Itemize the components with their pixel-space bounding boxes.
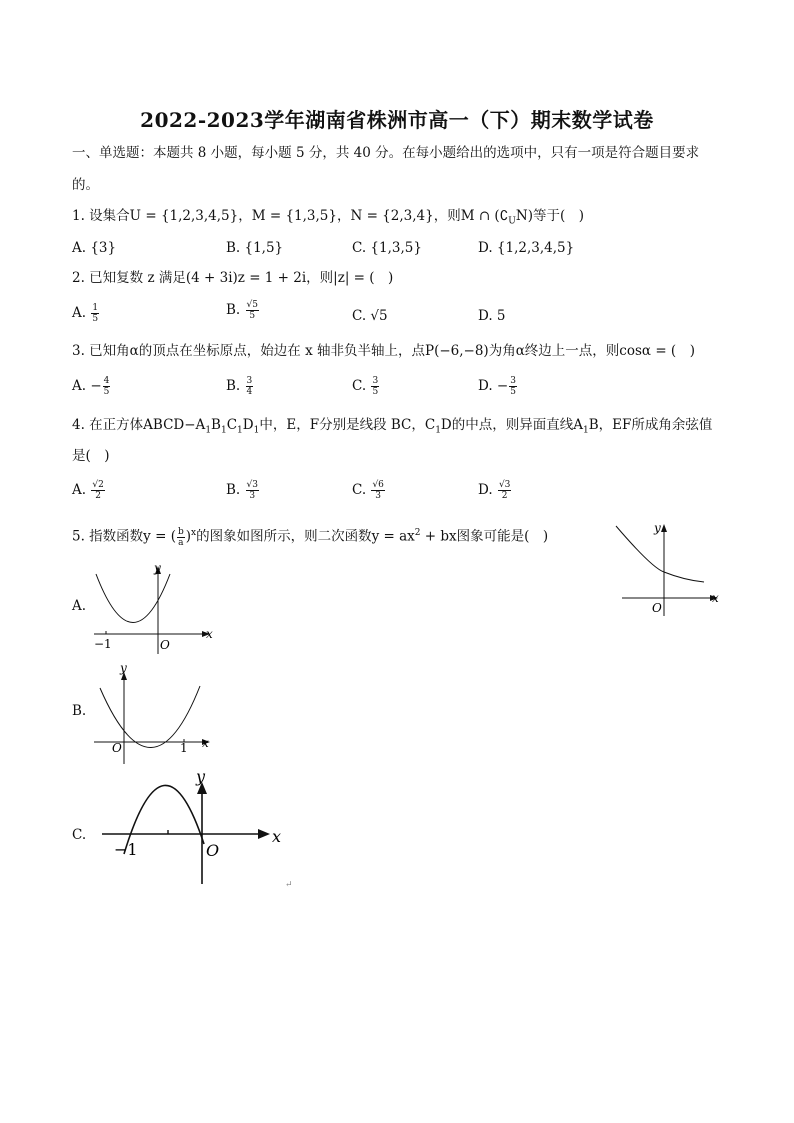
q1-stem-end: N)等于( )	[515, 208, 585, 224]
q4-option-d: D. $\frac{√3}{2}$	[478, 480, 511, 501]
q5-option-a-graph	[88, 556, 218, 656]
fraction: $\frac{4}{5}$	[103, 376, 110, 397]
fraction: $\frac{3}{4}$	[246, 376, 253, 397]
y-label: y	[120, 661, 127, 675]
question-5-stem: 5. 指数函数y = ( $\frac{b}{a}$ )$^x$的图象如图所示，则二次函数$y = ax^2$ + bx图象可能是( )	[72, 526, 549, 548]
origin-label: O	[160, 638, 170, 652]
page-title: 2022-2023学年湖南省株洲市高一（下）期末数学试卷	[140, 108, 654, 132]
q2-option-c: C. √5	[352, 308, 388, 324]
fraction: $\frac{√3}{3}$	[246, 480, 258, 501]
q5-option-c-label: C.	[72, 827, 87, 843]
origin-label: O	[206, 841, 220, 860]
q1-option-a: A. {3}	[72, 240, 117, 256]
question-3-stem: 3. 已知角α的顶点在坐标原点，始边在 x 轴非负半轴上，点P(−6,−8)为角α终边上一点，则cosα = ( )	[72, 343, 695, 359]
q5-option-b-label: B.	[72, 703, 87, 719]
x-label: x	[712, 591, 719, 605]
q3-option-a: A. − $\frac{4}{5}$	[72, 376, 110, 397]
y-label: y	[196, 767, 206, 786]
q2-option-d: D. 5	[478, 308, 506, 324]
q2-option-a: A. $\frac{1}{5}$	[72, 303, 99, 324]
question-4-stem: 4. 在正方体$ABCD-A_1B_1C_1D_1$中，E，F分别是线段 BC，$C_1D$的中点，则异面直线$A_1B$，EF所成角余弦值	[72, 417, 713, 436]
fraction: $\frac{√5}{5}$	[246, 300, 258, 321]
x-label: x	[206, 627, 213, 641]
q4-option-b: B. $\frac{√3}{3}$	[226, 480, 258, 501]
q1-option-d: D. {1,2,3,4,5}	[478, 240, 575, 256]
origin-label: O	[112, 741, 122, 755]
y-axis-arrow	[661, 524, 667, 532]
question-2-stem: 2. 已知复数 z 满足(4 + 3i)z = 1 + 2i，则|z| = ( )	[72, 270, 394, 286]
neg1-label: −1	[114, 840, 138, 859]
x-axis-arrow	[258, 829, 270, 839]
q1-stem-text: 1. 设集合U = {1,2,3,4,5}，M = {1,3,5}，N = {2,3,4}，则M ∩ (∁	[72, 208, 509, 224]
paragraph-mark: ↵	[285, 880, 293, 890]
q5-option-a-label: A.	[72, 598, 87, 614]
fraction: $\frac{√2}{2}$	[92, 480, 104, 501]
q5-option-c-graph	[96, 764, 288, 888]
question-4-stem-line2: 是( )	[72, 448, 110, 464]
q4-option-a: A. $\frac{√2}{2}$	[72, 480, 104, 501]
q1-stem-sub: U	[508, 216, 516, 227]
x-label: x	[202, 736, 209, 750]
section-heading-line1: 一、单选题：本题共 8 小题，每小题 5 分，共 40 分。在每小题给出的选项中，只有一项是符合题目要求	[72, 145, 700, 161]
q4-option-c: C. $\frac{√6}{3}$	[352, 480, 384, 501]
q5-option-b-graph	[88, 658, 218, 766]
parabola-curve	[100, 686, 200, 748]
fraction: $\frac{3}{5}$	[510, 376, 516, 397]
origin-label: O	[652, 601, 662, 615]
q2-option-b: B. $\frac{√5}{5}$	[226, 300, 258, 321]
fraction: $\frac{b}{a}$	[177, 526, 184, 548]
q3-option-c: C. $\frac{3}{5}$	[352, 376, 379, 397]
y-label: y	[154, 561, 161, 575]
neg1-label: −1	[94, 637, 112, 651]
exponential-graph-figure	[612, 516, 724, 618]
section-heading-line2: 的。	[72, 177, 99, 193]
question-1-stem	[72, 206, 584, 232]
fraction: $\frac{√6}{3}$	[372, 480, 384, 501]
parabola-curve	[96, 574, 170, 623]
one-label: 1	[180, 741, 188, 755]
y-label: y	[654, 521, 661, 535]
q3-option-b: B. $\frac{3}{4}$	[226, 376, 253, 397]
fraction: $\frac{1}{5}$	[92, 303, 99, 324]
q1-option-c: C. {1,3,5}	[352, 240, 422, 256]
q3-option-d: D. − $\frac{3}{5}$	[478, 376, 516, 397]
x-label: x	[272, 827, 282, 846]
fraction: $\frac{√3}{2}$	[498, 480, 511, 501]
q1-option-b: B. {1,5}	[226, 240, 284, 256]
fraction: $\frac{3}{5}$	[372, 376, 379, 397]
